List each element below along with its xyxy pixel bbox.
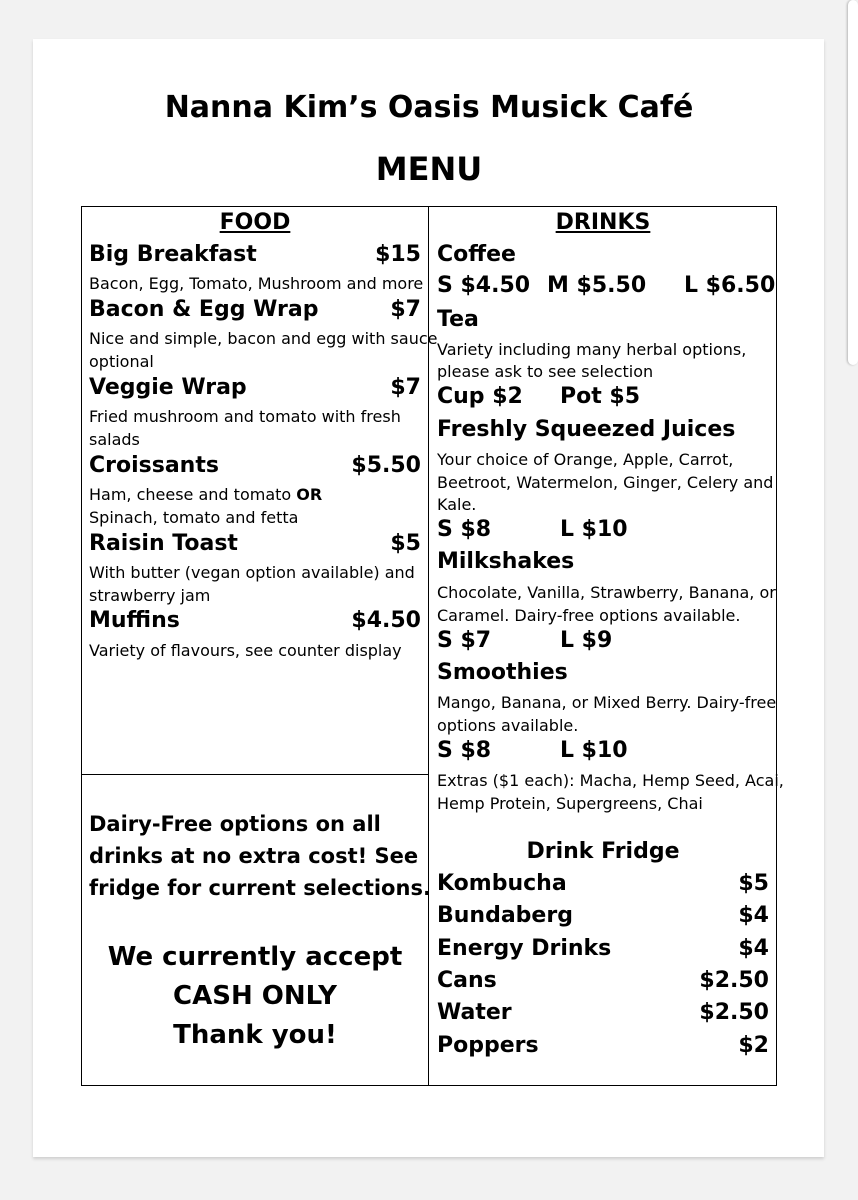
drink-desc: Variety including many herbal options, (437, 340, 747, 359)
drink-desc: please ask to see selection (437, 362, 654, 381)
food-item-name: Croissants (89, 453, 219, 478)
food-item-desc: Fried mushroom and tomato with fresh (89, 407, 401, 426)
size-price: L $6.50 (684, 273, 776, 298)
drink-desc: Your choice of Orange, Apple, Carrot, (437, 450, 734, 469)
food-item-price: $7 (390, 375, 421, 400)
dairy-notice: drinks at no extra cost! See (89, 844, 419, 868)
fridge-row (437, 1033, 769, 1065)
food-heading: FOOD (219, 210, 291, 235)
size-price: S $8 (437, 738, 492, 763)
fridge-item-price: $2 (738, 1033, 769, 1058)
drink-name: Milkshakes (437, 549, 575, 574)
size-price: L $9 (560, 628, 613, 653)
drink-desc: Kale. (437, 495, 477, 514)
food-item-name: Raisin Toast (89, 531, 238, 556)
fridge-item-price: $5 (738, 871, 769, 896)
food-item-desc: With butter (vegan option available) and (89, 563, 415, 582)
drink-desc: Caramel. Dairy-free options available. (437, 606, 741, 625)
food-item-desc: strawberry jam (89, 586, 211, 605)
fridge-item-price: $2.50 (699, 968, 769, 993)
fridge-row (437, 936, 769, 968)
fridge-row (437, 903, 769, 935)
fridge-item-name: Energy Drinks (437, 936, 612, 961)
drinks-heading: DRINKS (555, 210, 651, 235)
food-item-price: $5 (390, 531, 421, 556)
size-price: M $5.50 (547, 273, 647, 298)
cash-notice: CASH ONLY (173, 981, 337, 1011)
fridge-row (437, 968, 769, 1000)
size-price: S $7 (437, 628, 492, 653)
fridge-item-price: $4 (738, 936, 769, 961)
dairy-notice: fridge for current selections. (89, 876, 431, 900)
extras-note: Hemp Protein, Supergreens, Chai (437, 794, 703, 813)
food-item-price: $7 (390, 297, 421, 322)
fridge-item-name: Water (437, 1000, 512, 1025)
cash-notice: We currently accept (107, 942, 403, 972)
food-item-desc: salads (89, 430, 140, 449)
extras-note: Extras ($1 each): Macha, Hemp Seed, Acai, (437, 771, 784, 790)
food-item-desc (89, 483, 322, 506)
fridge-item-price: $4 (738, 903, 769, 928)
size-price: S $4.50 (437, 273, 531, 298)
drink-name: Smoothies (437, 660, 568, 685)
food-item-desc: Spinach, tomato and fetta (89, 508, 299, 527)
fridge-row (437, 1000, 769, 1032)
food-item-desc: optional (89, 352, 154, 371)
drink-desc: Chocolate, Vanilla, Strawberry, Banana, or (437, 583, 776, 602)
fridge-item-name: Poppers (437, 1033, 539, 1058)
size-price: S $8 (437, 517, 492, 542)
cash-notice: Thank you! (173, 1020, 337, 1050)
food-item-price: $4.50 (351, 608, 421, 633)
drink-name: Coffee (437, 242, 516, 267)
fridge-item-name: Cans (437, 968, 497, 993)
food-item-name: Bacon & Egg Wrap (89, 297, 319, 322)
size-price: Pot $5 (560, 384, 641, 409)
food-item-desc: Nice and simple, bacon and egg with sauce (89, 329, 438, 348)
desc-or: OR (296, 485, 323, 504)
fridge-item-price: $2.50 (699, 1000, 769, 1025)
food-item-name: Big Breakfast (89, 242, 257, 267)
size-price: L $10 (560, 738, 628, 763)
row-divider (81, 774, 429, 775)
dairy-notice: Dairy-Free options on all (89, 812, 381, 836)
drink-desc: Mango, Banana, or Mixed Berry. Dairy-free (437, 693, 777, 712)
drink-desc: options available. (437, 716, 579, 735)
menu-heading: MENU (375, 150, 483, 188)
cafe-title: Nanna Kim’s Oasis Musick Café (164, 90, 694, 125)
food-item-name: Muffins (89, 608, 180, 633)
food-item-price: $15 (375, 242, 421, 267)
food-item-desc: Bacon, Egg, Tomato, Mushroom and more (89, 274, 424, 293)
drink-name: Tea (437, 307, 479, 332)
drink-desc: Beetroot, Watermelon, Ginger, Celery and (437, 473, 774, 492)
size-price: Cup $2 (437, 384, 523, 409)
fridge-item-name: Kombucha (437, 871, 567, 896)
size-price: L $10 (560, 517, 628, 542)
desc-text: Ham, cheese and tomato (89, 485, 297, 504)
food-item-price: $5.50 (351, 453, 421, 478)
food-item-name: Veggie Wrap (89, 375, 247, 400)
drink-name: Freshly Squeezed Juices (437, 417, 736, 442)
fridge-row (437, 871, 769, 903)
food-item-desc: Variety of flavours, see counter display (89, 641, 402, 660)
fridge-heading: Drink Fridge (526, 839, 680, 864)
fridge-item-name: Bundaberg (437, 903, 573, 928)
